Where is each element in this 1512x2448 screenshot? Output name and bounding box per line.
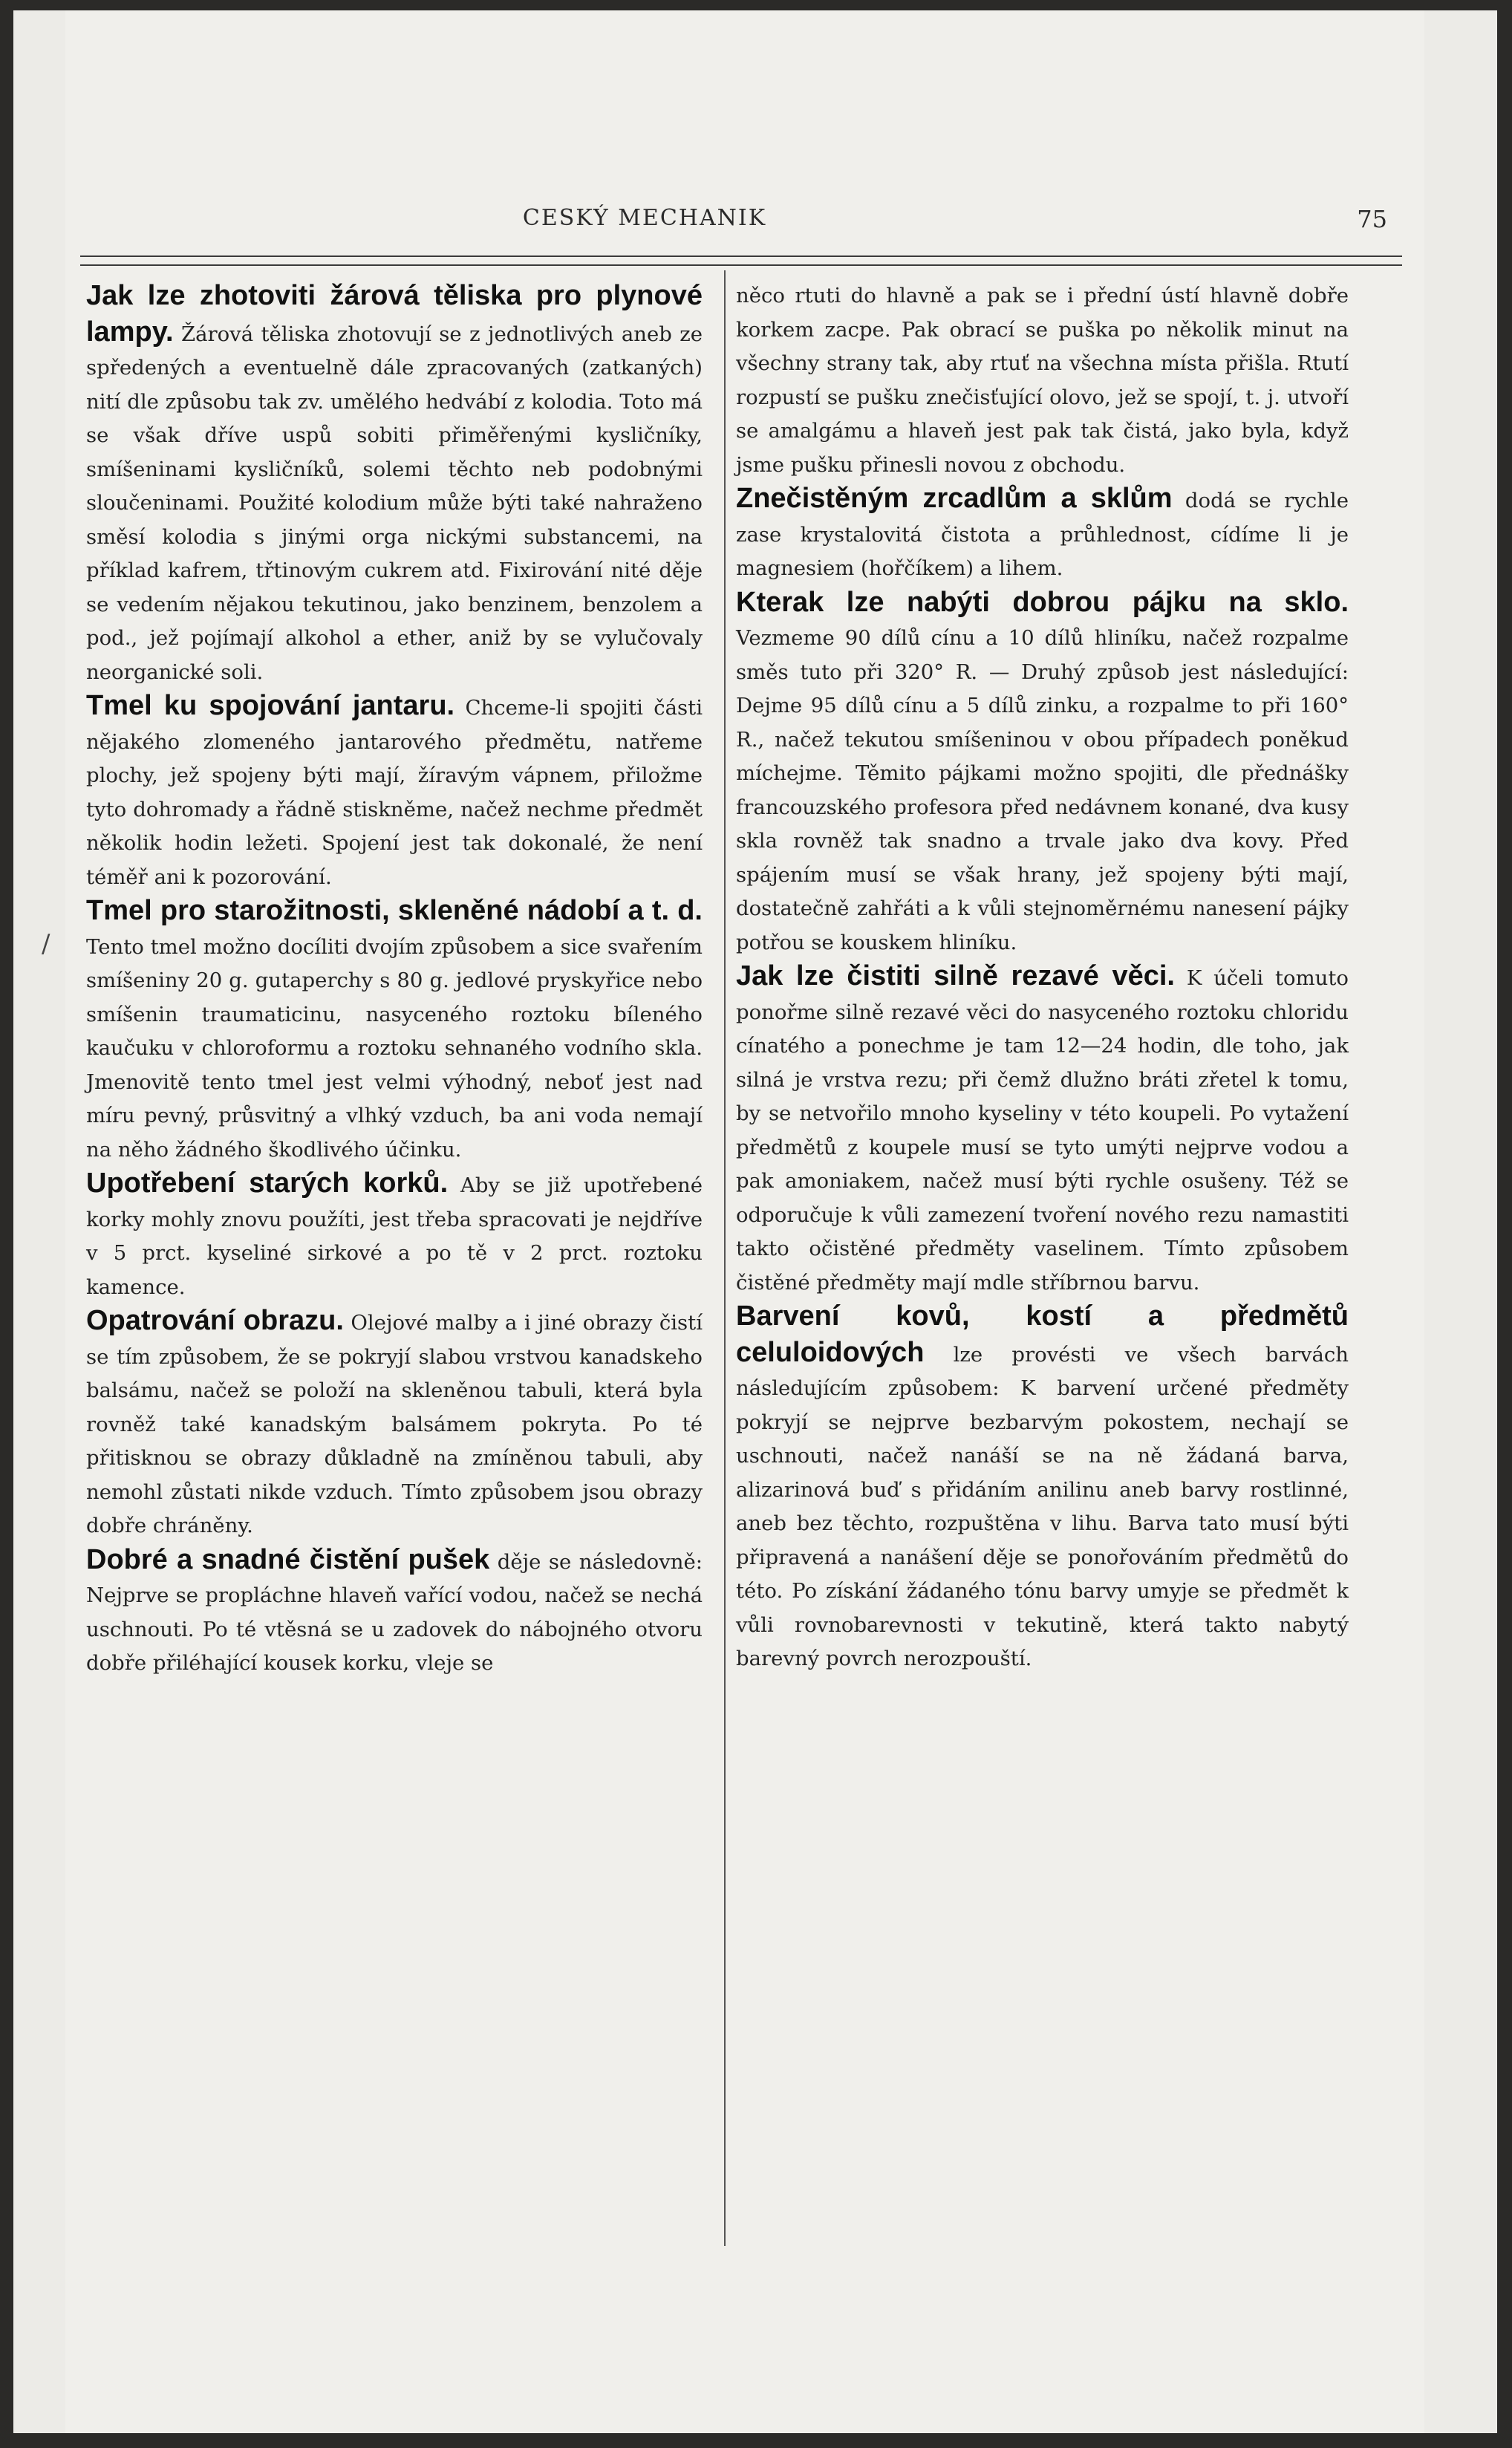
article-glass-solder	[736, 586, 1349, 960]
article-heading: Tmel ku spojování jantaru.	[86, 690, 455, 721]
margin-pencil-mark: /	[42, 929, 50, 959]
article-body: děje se následovně: Nejprve se propláchne hlaveň vařící vodou, načež se nechá uschnouti. Po té vtěsná se u zadovek do nábojného otvoru dobře přiléhající kousek korku, vleje se	[86, 1549, 703, 1675]
article-body: Chceme-li spojiti části nějakého zlomeného jantarového předmětu, natřeme plochy, jež spojeny býti mají, žíravým vápnem, přiložme tyto dohromady a řádně stiskněme, načež nechme předmět několik hodin ležeti. Spojení jest tak dokonalé, že není téměř ani k pozorování.	[86, 696, 703, 889]
article-gun-cleaning	[86, 1543, 703, 1681]
article-body: něco rtuti do hlavně a pak se i přední ústí hlavně dobře korkem zacpe. Pak obrací se puška po několik minut na všechny strany tak, aby rtuť na všechna místa přišla. Rtutí rozpustí se pušku znečisťující olovo, jež se spojí, t. j. utvoří se amalgámu a hlaveň jest pak tak čistá, jako byla, když jsme pušku přinesli novou z obchodu.	[736, 284, 1349, 477]
article-heading: Kterak lze nabýti dobrou pájku na sklo.	[736, 586, 1349, 618]
right-column	[736, 279, 1349, 1676]
article-body: K účeli tomuto ponořme silně rezavé věci do nasyceného roztoku chloridu cínatého a ponechme je tam 12—24 hodin, dle toho, jak silná je vrstva rezu; při čemž dlužno bráti zřetel k tomu, by se netvořilo mnoho kyseliny v této koupeli. Po vytažení předmětů z koupele musí se tyto umýti nejprve vodou a pak amoniakem, načež musí býti rychle osušeny. Též se odporučuje k vůli zamezení tvoření nového rezu namastiti takto očistěné předměty vaselinem. Tímto způsobem čistěné předměty mají mdle stříbrnou barvu.	[736, 966, 1349, 1295]
left-column	[42, 279, 703, 1681]
article-heading: Opatrování obrazu.	[86, 1305, 344, 1336]
article-heading: Tmel pro starožitnosti, skleněné nádobí a t. d.	[86, 895, 703, 926]
article-gas-mantles	[86, 279, 703, 689]
article-body: lze provésti ve všech barvách následujícím způsobem: K barvení určené předměty pokryjí se nejprve bezbarvým pokostem, nechají se uschnouti, načež nanáší se na ně žádaná barva, alizarinová buď s přidáním anilinu aneb barvy rostlinné, aneb bez těchto, rozpuštěna v lihu. Barva tato musí býti připravená a nanášení děje se ponořováním předmětů do této. Po získání žádaného tónu barvy umyje se předmět k vůli rovnobarevnosti v tekutině, která takto nabytý barevný povrch nerozpouští.	[736, 1342, 1349, 1670]
article-painting-care	[86, 1304, 703, 1543]
article-used-corks	[86, 1167, 703, 1304]
article-body: dodá se rychle zase krystalovitá čistota a průhlednost, cídíme li je magnesiem (hořčíkem) a lihem.	[736, 489, 1349, 580]
book-page	[42, 10, 1424, 2433]
scanned-sheet	[13, 10, 1497, 2433]
article-body: Olejové malby a i jiné obrazy čistí se tím způsobem, že se pokryjí slabou vrstvou kanadskeho balsámu, načež se položí na skleněnou tabuli, která byla rovněž také kanadským balsámem pokryta. Po té přitisknou se obrazy důkladně na zmíněnou tabuli, aby nemohl zůstati nikde vzduch. Tímto způsobem jsou obrazy dobře chráněny.	[86, 1311, 703, 1537]
article-body: Vezmeme 90 dílů cínu a 10 dílů hliníku, načež rozpalme směs tuto při 320° R. — Druhý způsob jest následující: Dejme 95 dílů cínu a 5 dílů zinku, a rozpalme to při 160° R., načež tekutou smíšeninou v obou případech poněkud míchejme. Těmito pájkami možno spojiti, dle přednášky francouzského profesora před nedávnem konané, dva kusy skla rovněž tak snadno a trvale jako dva kovy. Před spájením musí se však hrany, jež spojeny býti mají, dostatečně zahřáti a k vůli stejnoměrnému nanesení pájky potřou se kouskem hliníku.	[736, 626, 1349, 954]
article-body: Tento tmel možno docíliti dvojím způsobem a sice svařením smíšeniny 20 g. gutaperchy s 80 g. jedlové pryskyřice nebo smíšenin traumaticinu, nasyceného roztoku bíleného kaučuku v chloroformu a roztoku sehnaného vodního skla. Jmenovitě tento tmel jest velmi výhodný, neboť jest nad míru pevný, průsvitný a vlhký vzduch, ba ani voda nemají na něho žádného škodlivého účinku.	[86, 934, 703, 1162]
article-body: Žárová těliska zhotovují se z jednotlivých aneb ze spředených a eventuelně dále zpracovaných (zatkaných) nití dle způsobu tak zv. umělého hedvábí z kolodia. Toto má se však dříve uspů sobiti přiměřenými kysličníky, smíšeninami kysličníků, solemi těchto neb podobnými sloučeninami. Použité kolodium může býti také nahraženo směsí kolodia s jinými orga nickými substancemi, na příklad kafrem, třtinovým cukrem atd. Fixirování nité děje se vedením nějakou tekutinou, jako benzinem, benzolem a pod., jež pojímají alkohol a ether, aniž by se vylučovaly neorganické soli.	[86, 322, 703, 684]
article-body: Aby se již upotřebené korky mohly znovu použíti, jest třeba spracovati je nejdříve v 5 prct. kyseliné sirkové a po tě v 2 prct. roztoku kamence.	[86, 1173, 703, 1299]
article-heading: Upotřebení starých korků.	[86, 1168, 449, 1199]
page-number: 75	[1357, 205, 1387, 233]
article-coloring-metals	[736, 1300, 1349, 1676]
article-rust-cleaning	[736, 960, 1349, 1300]
article-heading: Jak lze čistiti silně rezavé věci.	[736, 960, 1175, 992]
article-antiques-cement	[86, 894, 703, 1167]
header-double-rule	[80, 255, 1402, 266]
article-heading: Barvení kovů, kostí a předmětů celuloidových	[736, 1300, 1349, 1368]
article-gun-cleaning-continued	[736, 279, 1349, 482]
article-mirrors	[736, 482, 1349, 586]
column-divider	[724, 270, 726, 2246]
article-heading: Jak lze zhotoviti žárová těliska pro plynové lampy.	[86, 280, 703, 348]
article-heading: Dobré a snadné čistění pušek	[86, 1543, 490, 1575]
article-amber-cement	[86, 689, 703, 894]
journal-title: CESKÝ MECHANIK	[522, 205, 767, 231]
article-heading: Znečistěným zrcadlům a sklům	[736, 483, 1173, 514]
